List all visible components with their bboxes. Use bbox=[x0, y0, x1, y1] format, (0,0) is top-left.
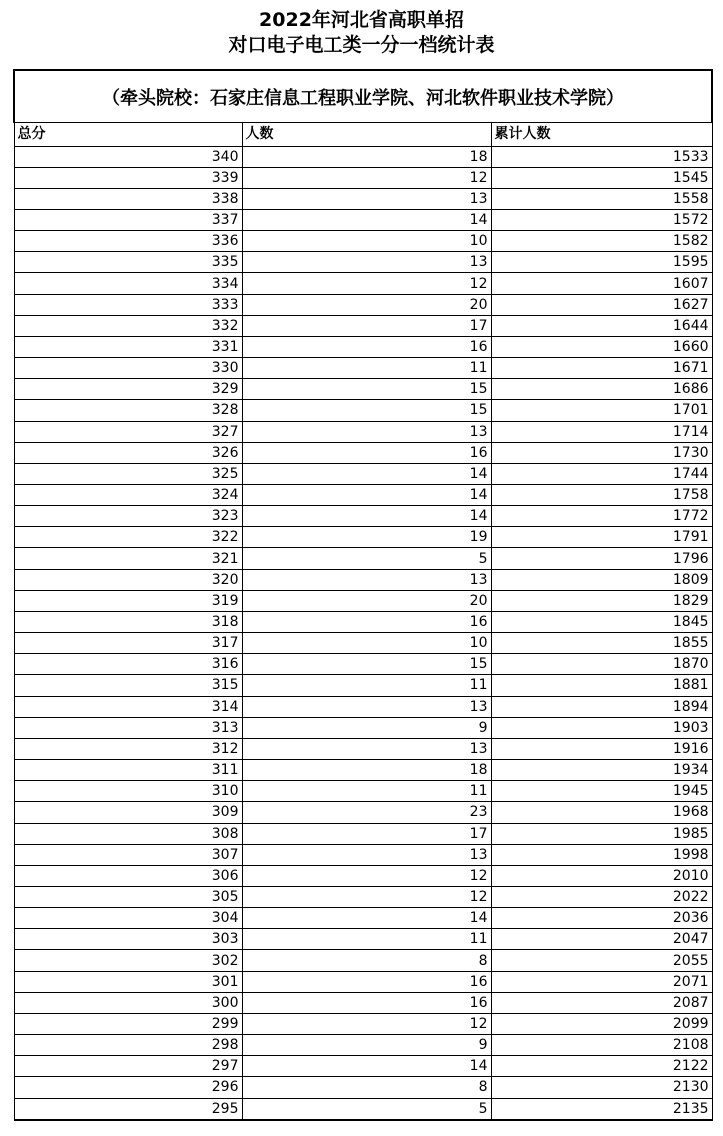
cumulative-cell: 2010 bbox=[491, 865, 712, 886]
table-row bbox=[14, 336, 712, 357]
table-row bbox=[14, 527, 712, 548]
cumulative-cell: 1660 bbox=[491, 336, 712, 357]
count-cell: 14 bbox=[242, 1056, 491, 1077]
count-cell: 23 bbox=[242, 802, 491, 823]
table-row bbox=[14, 463, 712, 484]
cumulative-cell: 1607 bbox=[491, 273, 712, 294]
score-cell: 319 bbox=[14, 590, 242, 611]
count-cell: 13 bbox=[242, 844, 491, 865]
count-cell: 10 bbox=[242, 633, 491, 654]
score-cell: 295 bbox=[14, 1098, 242, 1120]
count-cell: 13 bbox=[242, 696, 491, 717]
cumulative-cell: 1829 bbox=[491, 590, 712, 611]
cumulative-cell: 1772 bbox=[491, 506, 712, 527]
table-row bbox=[14, 231, 712, 252]
score-cell: 328 bbox=[14, 400, 242, 421]
score-cell: 312 bbox=[14, 738, 242, 759]
cumulative-cell: 1916 bbox=[491, 738, 712, 759]
score-cell: 316 bbox=[14, 654, 242, 675]
count-cell: 5 bbox=[242, 1098, 491, 1120]
cumulative-cell: 2099 bbox=[491, 1013, 712, 1034]
cumulative-cell: 1730 bbox=[491, 442, 712, 463]
count-cell: 14 bbox=[242, 506, 491, 527]
score-cell: 338 bbox=[14, 188, 242, 209]
cumulative-cell: 1791 bbox=[491, 527, 712, 548]
count-cell: 11 bbox=[242, 358, 491, 379]
table-row bbox=[14, 760, 712, 781]
cumulative-cell: 1985 bbox=[491, 823, 712, 844]
count-cell: 17 bbox=[242, 823, 491, 844]
cumulative-cell: 1533 bbox=[491, 146, 712, 167]
score-cell: 314 bbox=[14, 696, 242, 717]
table-row bbox=[14, 188, 712, 209]
count-cell: 16 bbox=[242, 442, 491, 463]
score-cell: 322 bbox=[14, 527, 242, 548]
cumulative-cell: 2108 bbox=[491, 1035, 712, 1056]
table-row bbox=[14, 1035, 712, 1056]
table-row bbox=[14, 442, 712, 463]
cumulative-cell: 1714 bbox=[491, 421, 712, 442]
table-row bbox=[14, 717, 712, 738]
cumulative-cell: 1881 bbox=[491, 675, 712, 696]
count-cell: 9 bbox=[242, 1035, 491, 1056]
lead-institutions-row bbox=[14, 70, 712, 122]
score-cell: 333 bbox=[14, 294, 242, 315]
score-cell: 313 bbox=[14, 717, 242, 738]
count-cell: 14 bbox=[242, 485, 491, 506]
table-row bbox=[14, 823, 712, 844]
cumulative-cell: 1627 bbox=[491, 294, 712, 315]
cumulative-cell: 2047 bbox=[491, 929, 712, 950]
count-cell: 15 bbox=[242, 379, 491, 400]
count-cell: 20 bbox=[242, 294, 491, 315]
score-cell: 317 bbox=[14, 633, 242, 654]
table-row bbox=[14, 379, 712, 400]
column-header-cumulative: 累计人数 bbox=[491, 122, 712, 146]
cumulative-cell: 1998 bbox=[491, 844, 712, 865]
cumulative-cell: 1744 bbox=[491, 463, 712, 484]
table-row bbox=[14, 738, 712, 759]
table-row bbox=[14, 654, 712, 675]
table-row bbox=[14, 485, 712, 506]
score-cell: 296 bbox=[14, 1077, 242, 1098]
table-row bbox=[14, 252, 712, 273]
count-cell: 8 bbox=[242, 950, 491, 971]
cumulative-cell: 1945 bbox=[491, 781, 712, 802]
count-cell: 9 bbox=[242, 717, 491, 738]
score-cell: 326 bbox=[14, 442, 242, 463]
table-row bbox=[14, 590, 712, 611]
score-cell: 309 bbox=[14, 802, 242, 823]
score-cell: 307 bbox=[14, 844, 242, 865]
score-cell: 337 bbox=[14, 209, 242, 230]
count-cell: 15 bbox=[242, 654, 491, 675]
table-row bbox=[14, 273, 712, 294]
score-cell: 298 bbox=[14, 1035, 242, 1056]
count-cell: 10 bbox=[242, 231, 491, 252]
count-cell: 13 bbox=[242, 188, 491, 209]
cumulative-cell: 2071 bbox=[491, 971, 712, 992]
count-cell: 16 bbox=[242, 971, 491, 992]
score-cell: 300 bbox=[14, 992, 242, 1013]
score-cell: 297 bbox=[14, 1056, 242, 1077]
table-row bbox=[14, 992, 712, 1013]
column-header-score: 总分 bbox=[14, 122, 242, 146]
table-row bbox=[14, 400, 712, 421]
count-cell: 20 bbox=[242, 590, 491, 611]
score-cell: 304 bbox=[14, 908, 242, 929]
score-cell: 336 bbox=[14, 231, 242, 252]
column-header-count: 人数 bbox=[242, 122, 491, 146]
cumulative-cell: 1686 bbox=[491, 379, 712, 400]
table-row bbox=[14, 1098, 712, 1120]
cumulative-cell: 2087 bbox=[491, 992, 712, 1013]
table-row bbox=[14, 167, 712, 188]
score-cell: 315 bbox=[14, 675, 242, 696]
table-body bbox=[14, 146, 712, 1120]
score-cell: 301 bbox=[14, 971, 242, 992]
count-cell: 12 bbox=[242, 273, 491, 294]
table-row bbox=[14, 548, 712, 569]
score-cell: 335 bbox=[14, 252, 242, 273]
score-cell: 308 bbox=[14, 823, 242, 844]
score-cell: 321 bbox=[14, 548, 242, 569]
score-cell: 303 bbox=[14, 929, 242, 950]
score-cell: 331 bbox=[14, 336, 242, 357]
count-cell: 16 bbox=[242, 992, 491, 1013]
score-cell: 339 bbox=[14, 167, 242, 188]
count-cell: 11 bbox=[242, 929, 491, 950]
table-row bbox=[14, 929, 712, 950]
count-cell: 17 bbox=[242, 315, 491, 336]
cumulative-cell: 1572 bbox=[491, 209, 712, 230]
cumulative-cell: 1558 bbox=[491, 188, 712, 209]
document-title-line-2: 对口电子电工类一分一档统计表 bbox=[228, 34, 495, 56]
count-cell: 14 bbox=[242, 209, 491, 230]
score-cell: 323 bbox=[14, 506, 242, 527]
table-row bbox=[14, 611, 712, 632]
cumulative-cell: 1968 bbox=[491, 802, 712, 823]
count-cell: 14 bbox=[242, 463, 491, 484]
table-row bbox=[14, 358, 712, 379]
table-row bbox=[14, 294, 712, 315]
score-cell: 324 bbox=[14, 485, 242, 506]
cumulative-cell: 1809 bbox=[491, 569, 712, 590]
count-cell: 11 bbox=[242, 675, 491, 696]
cumulative-cell: 1671 bbox=[491, 358, 712, 379]
table-row bbox=[14, 865, 712, 886]
table-row bbox=[14, 1056, 712, 1077]
table-row bbox=[14, 315, 712, 336]
cumulative-cell: 2022 bbox=[491, 886, 712, 907]
cumulative-cell: 1545 bbox=[491, 167, 712, 188]
cumulative-cell: 1644 bbox=[491, 315, 712, 336]
table-row bbox=[14, 844, 712, 865]
table-row bbox=[14, 675, 712, 696]
cumulative-cell: 1582 bbox=[491, 231, 712, 252]
cumulative-cell: 2055 bbox=[491, 950, 712, 971]
table-row bbox=[14, 569, 712, 590]
cumulative-cell: 2122 bbox=[491, 1056, 712, 1077]
count-cell: 13 bbox=[242, 738, 491, 759]
score-cell: 305 bbox=[14, 886, 242, 907]
count-cell: 15 bbox=[242, 400, 491, 421]
score-cell: 310 bbox=[14, 781, 242, 802]
cumulative-cell: 1796 bbox=[491, 548, 712, 569]
table-row bbox=[14, 506, 712, 527]
count-cell: 13 bbox=[242, 569, 491, 590]
score-cell: 311 bbox=[14, 760, 242, 781]
score-distribution-table bbox=[13, 69, 713, 1121]
cumulative-cell: 1894 bbox=[491, 696, 712, 717]
cumulative-cell: 2130 bbox=[491, 1077, 712, 1098]
score-cell: 340 bbox=[14, 146, 242, 167]
table-row bbox=[14, 802, 712, 823]
count-cell: 14 bbox=[242, 908, 491, 929]
table-row bbox=[14, 886, 712, 907]
count-cell: 12 bbox=[242, 1013, 491, 1034]
cumulative-cell: 1855 bbox=[491, 633, 712, 654]
cumulative-cell: 1845 bbox=[491, 611, 712, 632]
cumulative-cell: 2135 bbox=[491, 1098, 712, 1120]
cumulative-cell: 1701 bbox=[491, 400, 712, 421]
score-cell: 306 bbox=[14, 865, 242, 886]
count-cell: 11 bbox=[242, 781, 491, 802]
count-cell: 18 bbox=[242, 760, 491, 781]
table-row bbox=[14, 209, 712, 230]
count-cell: 19 bbox=[242, 527, 491, 548]
score-cell: 330 bbox=[14, 358, 242, 379]
cumulative-cell: 1903 bbox=[491, 717, 712, 738]
table-header-row bbox=[14, 122, 712, 146]
score-cell: 334 bbox=[14, 273, 242, 294]
score-cell: 299 bbox=[14, 1013, 242, 1034]
cumulative-cell: 2036 bbox=[491, 908, 712, 929]
count-cell: 18 bbox=[242, 146, 491, 167]
count-cell: 12 bbox=[242, 865, 491, 886]
score-cell: 320 bbox=[14, 569, 242, 590]
score-cell: 332 bbox=[14, 315, 242, 336]
cumulative-cell: 1870 bbox=[491, 654, 712, 675]
count-cell: 13 bbox=[242, 252, 491, 273]
table-row bbox=[14, 1013, 712, 1034]
score-cell: 329 bbox=[14, 379, 242, 400]
lead-institutions-cell: （牵头院校：石家庄信息工程职业学院、河北软件职业技术学院） bbox=[14, 70, 712, 122]
table-row bbox=[14, 146, 712, 167]
count-cell: 12 bbox=[242, 167, 491, 188]
count-cell: 8 bbox=[242, 1077, 491, 1098]
cumulative-cell: 1595 bbox=[491, 252, 712, 273]
table-row bbox=[14, 971, 712, 992]
score-cell: 325 bbox=[14, 463, 242, 484]
table-row bbox=[14, 781, 712, 802]
score-cell: 318 bbox=[14, 611, 242, 632]
count-cell: 13 bbox=[242, 421, 491, 442]
cumulative-cell: 1758 bbox=[491, 485, 712, 506]
table-row bbox=[14, 696, 712, 717]
table-row bbox=[14, 950, 712, 971]
table-row bbox=[14, 908, 712, 929]
count-cell: 16 bbox=[242, 611, 491, 632]
count-cell: 5 bbox=[242, 548, 491, 569]
score-cell: 302 bbox=[14, 950, 242, 971]
table-row bbox=[14, 421, 712, 442]
cumulative-cell: 1934 bbox=[491, 760, 712, 781]
document-title-line-1: 2022年河北省高职单招 bbox=[259, 9, 464, 31]
table-row bbox=[14, 633, 712, 654]
score-cell: 327 bbox=[14, 421, 242, 442]
table-row bbox=[14, 1077, 712, 1098]
count-cell: 12 bbox=[242, 886, 491, 907]
count-cell: 16 bbox=[242, 336, 491, 357]
